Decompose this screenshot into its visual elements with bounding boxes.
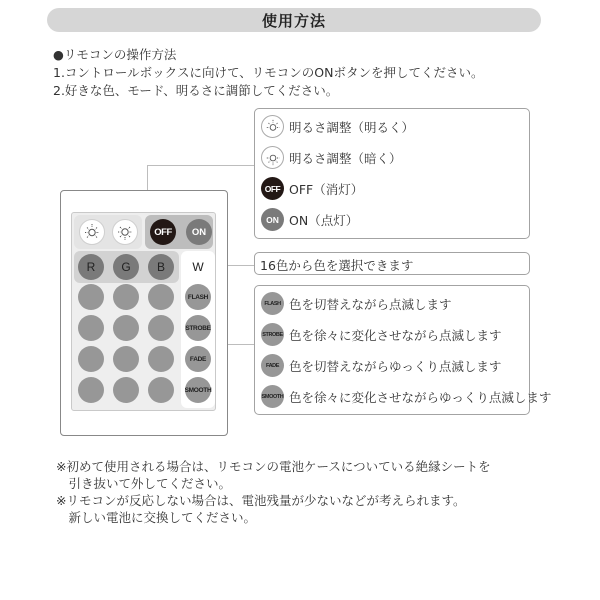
white-button[interactable]: W — [185, 254, 211, 280]
smooth-icon: SMOOTH — [261, 385, 284, 408]
legend-on-label: ON（点灯） — [289, 212, 359, 228]
color-button[interactable] — [113, 315, 139, 341]
legend-smooth — [261, 385, 551, 408]
brightness-up-icon — [83, 223, 101, 241]
color-button[interactable] — [148, 315, 174, 341]
connector-line — [147, 165, 255, 166]
legend-flash — [261, 292, 452, 315]
on-button[interactable]: ON — [186, 219, 212, 245]
color-button[interactable] — [78, 284, 104, 310]
color-button[interactable] — [148, 377, 174, 403]
legend-off-label: OFF（消灯） — [289, 181, 364, 197]
on-icon: ON — [261, 208, 284, 231]
note-2-line-2: 新しい電池に交換してください。 — [56, 510, 257, 525]
color-button[interactable] — [78, 315, 104, 341]
flash-button[interactable]: FLASH — [185, 284, 211, 310]
legend-brightness-down-label: 明るさ調整（暗く） — [289, 150, 402, 166]
brightness-up-icon — [261, 115, 284, 138]
legend-fade-label: 色を切替えながらゆっくり点滅します — [289, 358, 502, 374]
color-button[interactable] — [113, 346, 139, 372]
note-1-line-1: ※初めて使用される場合は、リモコンの電池ケースについている絶縁シートを — [56, 459, 491, 474]
legend-brightness-up-label: 明るさ調整（明るく） — [289, 119, 415, 135]
color-button[interactable] — [78, 346, 104, 372]
color-button[interactable] — [78, 377, 104, 403]
off-button[interactable]: OFF — [150, 219, 176, 245]
fade-icon: FADE — [261, 354, 284, 377]
brightness-down-button[interactable] — [112, 219, 138, 245]
notes — [56, 458, 491, 526]
green-button[interactable]: G — [113, 254, 139, 280]
remote-button-panel — [71, 212, 216, 411]
strobe-icon: STROBE — [261, 323, 284, 346]
legend-fade — [261, 354, 501, 377]
brightness-up-button[interactable] — [79, 219, 105, 245]
smooth-button[interactable]: SMOOTH — [185, 377, 211, 403]
page-title: 使用方法 — [47, 8, 541, 32]
strobe-button[interactable]: STROBE — [185, 315, 211, 341]
note-1-line-2: 引き抜いて外してください。 — [56, 476, 232, 491]
brightness-down-icon — [261, 146, 284, 169]
legend-strobe — [261, 323, 502, 346]
intro-step-1: 1.コントロールボックスに向けて、リモコンのONボタンを押してください。 — [53, 65, 484, 80]
color-button[interactable] — [113, 377, 139, 403]
legend-on — [261, 208, 358, 231]
note-2-line-1: ※リモコンが反応しない場合は、電池残量が少ないなどが考えられます。 — [56, 493, 466, 508]
blue-button[interactable]: B — [148, 254, 174, 280]
fade-button[interactable]: FADE — [185, 346, 211, 372]
legend-off — [261, 177, 363, 200]
legend-strobe-label: 色を徐々に変化させながら点滅します — [289, 327, 502, 343]
effects-legend-box — [254, 285, 552, 415]
color-legend-box — [254, 252, 530, 275]
legend-smooth-label: 色を徐々に変化させながらゆっくり点滅します — [289, 389, 552, 405]
legend-colors-label: 16色から色を選択できます — [260, 258, 414, 273]
color-button[interactable] — [148, 346, 174, 372]
red-button[interactable]: R — [78, 254, 104, 280]
color-button[interactable] — [113, 284, 139, 310]
intro-step-2: 2.好きな色、モード、明るさに調節してください。 — [53, 83, 339, 98]
color-button[interactable] — [148, 284, 174, 310]
power-legend-box — [254, 108, 530, 239]
intro-heading: ●リモコンの操作方法 — [53, 47, 177, 62]
legend-colors — [260, 256, 413, 274]
off-icon: OFF — [261, 177, 284, 200]
legend-brightness-down — [261, 146, 402, 169]
intro-text — [53, 46, 484, 100]
legend-flash-label: 色を切替えながら点滅します — [289, 296, 452, 312]
flash-icon: FLASH — [261, 292, 284, 315]
legend-brightness-up — [261, 115, 414, 138]
brightness-down-icon — [116, 223, 134, 241]
